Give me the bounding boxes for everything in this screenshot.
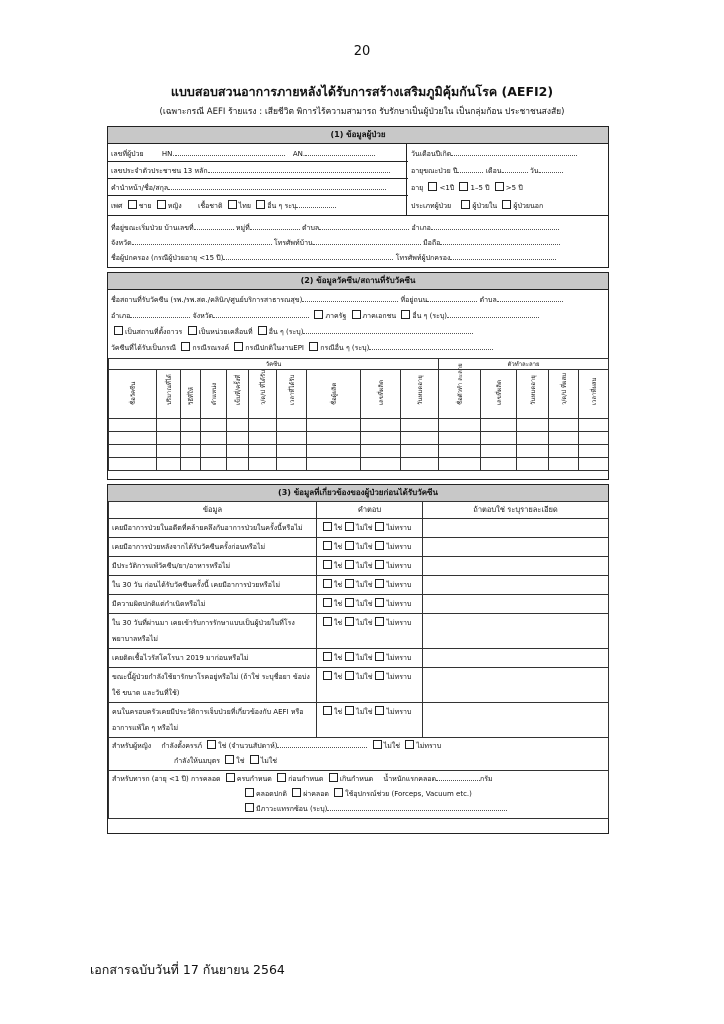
table-row bbox=[109, 595, 609, 614]
post-term-checkbox[interactable] bbox=[329, 773, 338, 782]
answer-label: ใช่ bbox=[334, 673, 343, 681]
col-header: เข็มที่/ครั้งที่ bbox=[227, 370, 249, 419]
col-header: วิธีที่ให้ bbox=[181, 370, 201, 419]
answer-label: ไม่ทราบ bbox=[386, 600, 412, 608]
answer-label: ใช่ bbox=[334, 581, 343, 589]
nationality-thai-checkbox[interactable] bbox=[228, 200, 237, 209]
campaign-label: กรณีรณรงค์ bbox=[192, 344, 229, 352]
age-under1-checkbox[interactable] bbox=[428, 182, 437, 191]
table-row bbox=[109, 519, 609, 538]
table-row bbox=[109, 703, 609, 738]
form-title: แบบสอบสวนอาการภายหลังได้รับการสร้างเสริมภูมิคุ้มกันโรค (AEFI2) bbox=[170, 84, 554, 99]
table-row[interactable] bbox=[109, 445, 609, 458]
yes-checkbox[interactable] bbox=[323, 706, 332, 715]
full-term-checkbox[interactable] bbox=[226, 773, 235, 782]
outpatient-checkbox[interactable] bbox=[502, 200, 511, 209]
other-case-checkbox[interactable] bbox=[309, 342, 318, 351]
section-2-heading: (2) ข้อมูลวัคซีน/สถานที่รับวัคซีน bbox=[108, 273, 608, 290]
other-site-field[interactable] bbox=[303, 326, 473, 334]
unknown-checkbox[interactable] bbox=[375, 522, 384, 531]
answer-label: ไม่ทราบ bbox=[386, 543, 412, 551]
nationality-other-checkbox[interactable] bbox=[256, 200, 265, 209]
yes-checkbox[interactable] bbox=[323, 652, 332, 661]
unknown-checkbox[interactable] bbox=[375, 560, 384, 569]
no-checkbox[interactable] bbox=[345, 522, 354, 531]
fixed-site-label: เป็นสถานที่ตั้งถาวร bbox=[125, 328, 183, 336]
other-sector-checkbox[interactable] bbox=[401, 310, 410, 319]
pregnant-yes-checkbox[interactable] bbox=[207, 740, 216, 749]
answer-label: ใช่ bbox=[334, 708, 343, 716]
unknown-checkbox[interactable] bbox=[375, 541, 384, 550]
breastfeeding-label: กำลังให้นมบุตร bbox=[174, 757, 221, 765]
age-years-field[interactable] bbox=[457, 165, 483, 173]
section-vaccine-info bbox=[107, 272, 609, 480]
gram-label: กรัม bbox=[480, 775, 493, 783]
age-opt-label: >5 ปี bbox=[505, 184, 523, 192]
sex-opt-label: ชาย bbox=[138, 202, 152, 210]
answer-label: ไม่ใช่ bbox=[356, 581, 373, 589]
sex-opt-label: หญิง bbox=[167, 202, 182, 210]
table-row bbox=[109, 576, 609, 595]
question: มีความผิดปกติแต่กำเนิดหรือไม่ bbox=[109, 595, 317, 614]
section-1-heading: (1) ข้อมูลผู้ป่วย bbox=[108, 127, 608, 144]
dob-field[interactable] bbox=[451, 148, 577, 156]
tambon-label: ตำบล bbox=[301, 224, 320, 232]
patient-id-label: เลขที่ผู้ป่วย bbox=[111, 150, 144, 158]
table-row[interactable] bbox=[109, 419, 609, 432]
answer-label: ไม่ใช่ bbox=[356, 562, 373, 570]
table-row bbox=[109, 557, 609, 576]
question: เคยติดเชื้อไวรัสโคโรนา 2019 มาก่อนหรือไม่ bbox=[109, 649, 317, 668]
assisted-delivery-checkbox[interactable] bbox=[334, 788, 343, 797]
no-label: ไม่ใช่ bbox=[260, 757, 278, 765]
nationality-opt-label: อื่น ๆ ระบุ bbox=[267, 202, 297, 210]
other-site-label: อื่น ๆ (ระบุ) bbox=[268, 328, 304, 336]
question: มีประวัติการแพ้วัคซีน/ยา/อาหารหรือไม่ bbox=[109, 557, 317, 576]
unknown-checkbox[interactable] bbox=[375, 579, 384, 588]
age-opt-label: 1–5 ปี bbox=[470, 184, 490, 192]
inpatient-checkbox[interactable] bbox=[461, 200, 470, 209]
other-case-label: กรณีอื่น ๆ (ระบุ) bbox=[320, 344, 370, 352]
other-sector-label: อื่น ๆ (ระบุ) bbox=[412, 312, 448, 320]
gov-label: ภาครัฐ bbox=[325, 312, 347, 320]
table-row bbox=[109, 649, 609, 668]
unknown-checkbox[interactable] bbox=[375, 671, 384, 680]
assisted-delivery-label: ใช้อุปกรณ์ช่วย (Forceps, Vacuum etc.) bbox=[345, 790, 472, 798]
tambon-field[interactable] bbox=[319, 222, 409, 230]
yes-checkbox[interactable] bbox=[323, 541, 332, 550]
answer-label: ไม่ทราบ bbox=[386, 581, 412, 589]
col-header: ว/ด/ป ที่ผสม bbox=[549, 370, 579, 419]
pregnant-label: กำลังตั้งครรภ์ bbox=[161, 742, 203, 750]
col-answer-header: คำตอบ bbox=[317, 502, 423, 519]
no-checkbox[interactable] bbox=[345, 579, 354, 588]
answer-label: ไม่ทราบ bbox=[386, 708, 412, 716]
province-label: จังหวัด bbox=[111, 239, 132, 247]
private-label: ภาคเอกชน bbox=[362, 312, 397, 320]
answer-label: ไม่ทราบ bbox=[386, 562, 412, 570]
nationality-label: เชื้อชาติ bbox=[197, 202, 223, 210]
other-sector-field[interactable] bbox=[447, 310, 539, 318]
answer-label: ใช่ bbox=[334, 524, 343, 532]
answer-label: ไม่ใช่ bbox=[356, 619, 373, 627]
no-label: ไม่ใช่ bbox=[383, 742, 401, 750]
birth-weight-field[interactable] bbox=[436, 773, 480, 781]
no-checkbox[interactable] bbox=[345, 706, 354, 715]
patient-type-label: ประเภทผู้ป่วย bbox=[411, 202, 452, 210]
place-address-field[interactable] bbox=[427, 294, 477, 302]
delivery-label: การคลอด bbox=[190, 775, 221, 783]
table-row[interactable] bbox=[109, 432, 609, 445]
age-1to5-checkbox[interactable] bbox=[459, 182, 468, 191]
age-at-illness-label: อายุขณะป่วย ปี bbox=[411, 167, 458, 175]
table-row bbox=[109, 668, 609, 703]
answer-label: ไม่ทราบ bbox=[386, 524, 412, 532]
guardian-phone-label: โทรศัพท์ผู้ปกครอง bbox=[395, 254, 451, 262]
birth-weight-label: น้ำหนักแรกคลอด bbox=[383, 775, 436, 783]
history-table bbox=[108, 501, 609, 819]
yes-checkbox[interactable] bbox=[323, 598, 332, 607]
sex-female-checkbox[interactable] bbox=[157, 200, 166, 209]
hn-field[interactable] bbox=[175, 148, 285, 156]
section-patient-info bbox=[107, 126, 609, 268]
female-row bbox=[109, 738, 609, 771]
answer-label: ใช่ bbox=[334, 562, 343, 570]
detail-field[interactable] bbox=[423, 649, 609, 668]
home-phone-label: โทรศัพท์บ้าน bbox=[273, 239, 313, 247]
col-info-header: ข้อมูล bbox=[109, 502, 317, 519]
question: ขณะนี้ผู้ป่วยกำลังใช้ยารักษาโรคอยู่หรือไม่ (ถ้าใช่ ระบุชื่อยา ข้อบ่งใช้ ขนาด และวันที่ใช้) bbox=[109, 668, 317, 703]
infant-label: สำหรับทารก (อายุ <1 ปี) bbox=[112, 775, 189, 783]
patient-type-opt-label: ผู้ป่วยใน bbox=[472, 202, 498, 210]
csection-checkbox[interactable] bbox=[292, 788, 301, 797]
private-checkbox[interactable] bbox=[352, 310, 361, 319]
no-checkbox[interactable] bbox=[345, 560, 354, 569]
vaccine-place-label: ชื่อสถานที่รับวัคซีน (รพ./รพ.สต./คลินิก/ศูนย์บริการสาธารณสุข) bbox=[111, 296, 303, 304]
answer-label: ไม่ใช่ bbox=[356, 673, 373, 681]
answer-label: ไม่ใช่ bbox=[356, 708, 373, 716]
vaccine-group-header: วัคซีน bbox=[109, 359, 439, 370]
an-field[interactable] bbox=[305, 148, 375, 156]
col-header: ชื่อตัวทำ ละลาย bbox=[439, 370, 481, 419]
pregnant-yes-label: ใช่ (จำนวนสัปดาห์) bbox=[218, 742, 278, 750]
answer-label: ไม่ใช่ bbox=[356, 600, 373, 608]
unknown-checkbox[interactable] bbox=[375, 617, 384, 626]
post-term-label: เกินกำหนด bbox=[339, 775, 374, 783]
answer-label: ไม่ทราบ bbox=[386, 673, 412, 681]
answer-label: ใช่ bbox=[334, 543, 343, 551]
csection-label: ผ่าคลอด bbox=[303, 790, 329, 798]
no-checkbox[interactable] bbox=[345, 598, 354, 607]
detail-field[interactable] bbox=[423, 519, 609, 538]
hn-label: HN. bbox=[161, 150, 175, 158]
unknown-checkbox[interactable] bbox=[375, 598, 384, 607]
breastfeeding-no-checkbox[interactable] bbox=[250, 755, 259, 764]
detail-field[interactable] bbox=[423, 614, 609, 649]
vaccine-table bbox=[108, 358, 609, 471]
yes-checkbox[interactable] bbox=[323, 671, 332, 680]
detail-field[interactable] bbox=[423, 576, 609, 595]
question: เคยมีอาการป่วยหลังจากได้รับวัคซีนครั้งก่อนหรือไม่ bbox=[109, 538, 317, 557]
month-label: เดือน bbox=[485, 167, 502, 175]
dob-label: วันเดือนปีเกิด bbox=[411, 150, 452, 158]
name-field[interactable] bbox=[168, 182, 386, 190]
no-checkbox[interactable] bbox=[345, 617, 354, 626]
national-id-label: เลขประจำตัวประชาชน 13 หลัก bbox=[111, 167, 208, 175]
answer-label: ไม่ใช่ bbox=[356, 524, 373, 532]
complication-checkbox[interactable] bbox=[245, 803, 254, 812]
mobile-label: มือถือ bbox=[423, 239, 441, 247]
document-date-footer: เอกสารฉบับวันที่ 17 กันยายน 2564 bbox=[90, 962, 285, 977]
complication-field[interactable] bbox=[327, 803, 507, 811]
guardian-field[interactable] bbox=[223, 252, 393, 260]
answer-label: ใช่ bbox=[334, 654, 343, 662]
place-tambon-label: ตำบล bbox=[479, 296, 497, 304]
place-amphoe-label: อำเภอ bbox=[111, 312, 131, 320]
fixed-site-checkbox[interactable] bbox=[114, 326, 123, 335]
address-label: ที่อยู่ขณะเริ่มป่วย บ้านเลขที่ bbox=[111, 224, 194, 232]
no-checkbox[interactable] bbox=[345, 652, 354, 661]
col-header: ชื่อผู้ผลิต bbox=[307, 370, 361, 419]
place-province-label: จังหวัด bbox=[192, 312, 214, 320]
unknown-checkbox[interactable] bbox=[375, 652, 384, 661]
col-detail-header: ถ้าตอบใช่ ระบุรายละเอียด bbox=[423, 502, 609, 519]
place-address-label: ที่อยู่ถนน bbox=[400, 296, 428, 304]
diluent-group-header: ตัวทำละลาย bbox=[439, 359, 609, 370]
pregnant-no-checkbox[interactable] bbox=[373, 740, 382, 749]
gov-checkbox[interactable] bbox=[314, 310, 323, 319]
yes-checkbox[interactable] bbox=[323, 579, 332, 588]
moo-field[interactable] bbox=[250, 222, 300, 230]
col-header: เวลาที่ได้รับ bbox=[277, 370, 307, 419]
detail-field[interactable] bbox=[423, 668, 609, 703]
page-number: 20 bbox=[353, 44, 371, 59]
name-label: คำนำหน้า/ชื่อ/สกุล bbox=[111, 184, 169, 192]
no-checkbox[interactable] bbox=[345, 671, 354, 680]
mobile-unit-checkbox[interactable] bbox=[188, 326, 197, 335]
an-label: AN. bbox=[292, 150, 306, 158]
weeks-field[interactable] bbox=[277, 740, 367, 748]
place-amphoe-field[interactable] bbox=[130, 310, 190, 318]
pregnant-unknown-checkbox[interactable] bbox=[405, 740, 414, 749]
col-header: ตำแหน่ง bbox=[201, 370, 227, 419]
mobile-unit-label: เป็นหน่วยเคลื่อนที่ bbox=[198, 328, 253, 336]
col-header: เลขที่ผลิต bbox=[481, 370, 517, 419]
col-header: วันหมดอายุ bbox=[517, 370, 549, 419]
campaign-checkbox[interactable] bbox=[181, 342, 190, 351]
sex-label: เพศ bbox=[111, 202, 123, 210]
detail-field[interactable] bbox=[423, 538, 609, 557]
answer-label: ใช่ bbox=[334, 619, 343, 627]
infant-row bbox=[109, 771, 609, 819]
nationality-opt-label: ไทย bbox=[238, 202, 252, 210]
yes-checkbox[interactable] bbox=[323, 617, 332, 626]
preterm-checkbox[interactable] bbox=[277, 773, 286, 782]
detail-field[interactable] bbox=[423, 703, 609, 738]
guardian-phone-field[interactable] bbox=[450, 252, 556, 260]
question: เคยมีอาการป่วยในอดีตที่คล้ายคลึงกับอาการป่วยในครั้งนี้หรือไม่ bbox=[109, 519, 317, 538]
yes-checkbox[interactable] bbox=[323, 560, 332, 569]
amphoe-label: อำเภอ bbox=[411, 224, 431, 232]
age-days-field[interactable] bbox=[539, 165, 563, 173]
answer-label: ไม่ทราบ bbox=[386, 654, 412, 662]
amphoe-field[interactable] bbox=[431, 222, 559, 230]
table-row[interactable] bbox=[109, 458, 609, 471]
female-label: สำหรับผู้หญิง bbox=[112, 742, 152, 750]
col-header: เลขที่ผลิต bbox=[361, 370, 401, 419]
normal-delivery-label: คลอดปกติ bbox=[256, 790, 287, 798]
epi-checkbox[interactable] bbox=[234, 342, 243, 351]
table-row bbox=[109, 538, 609, 557]
age-over5-checkbox[interactable] bbox=[495, 182, 504, 191]
day-label: วัน bbox=[529, 167, 539, 175]
normal-delivery-checkbox[interactable] bbox=[245, 788, 254, 797]
full-term-label: ครบกำหนด bbox=[236, 775, 272, 783]
other-site-checkbox[interactable] bbox=[258, 326, 267, 335]
col-header: วันหมดอายุ bbox=[401, 370, 439, 419]
mobile-field[interactable] bbox=[440, 237, 560, 245]
given-as-label: วัคซีนที่ได้รับเป็นกรณี bbox=[111, 344, 177, 352]
sex-male-checkbox[interactable] bbox=[128, 200, 137, 209]
no-checkbox[interactable] bbox=[345, 541, 354, 550]
answer-label: ไม่ใช่ bbox=[356, 543, 373, 551]
section-pre-vaccine-history bbox=[107, 484, 609, 834]
form-subtitle: (เฉพาะกรณี AEFI ร้ายแรง : เสียชีวิต พิการไร้ความสามารถ รับรักษาเป็นผู้ป่วยใน เป็นกลุ่มก้อน ประชาชนสงสัย) bbox=[159, 107, 565, 117]
col-header: เวลาที่ผสม bbox=[579, 370, 609, 419]
yes-label: ใช่ bbox=[236, 757, 245, 765]
national-id-field[interactable] bbox=[208, 165, 390, 173]
house-no-field[interactable] bbox=[194, 222, 234, 230]
answer-label: ไม่ทราบ bbox=[386, 619, 412, 627]
detail-field[interactable] bbox=[423, 595, 609, 614]
breastfeeding-yes-checkbox[interactable] bbox=[225, 755, 234, 764]
yes-checkbox[interactable] bbox=[323, 522, 332, 531]
moo-label: หมู่ที่ bbox=[235, 224, 250, 232]
detail-field[interactable] bbox=[423, 557, 609, 576]
answer-label: ใช่ bbox=[334, 600, 343, 608]
age-opt-label: <1ปี bbox=[439, 184, 455, 192]
complication-label: มีภาวะแทรกซ้อน (ระบุ) bbox=[256, 805, 328, 813]
nationality-other-field[interactable] bbox=[296, 200, 336, 208]
vaccine-place-field[interactable] bbox=[302, 294, 398, 302]
table-row bbox=[109, 614, 609, 649]
other-case-field[interactable] bbox=[369, 342, 493, 350]
question: ใน 30 วัน ก่อนได้รับวัคซีนครั้งนี้ เคยมีอาการป่วยหรือไม่ bbox=[109, 576, 317, 595]
question: คนในครอบครัวเคยมีประวัติการเจ็บป่วยที่เกี่ยวข้องกับ AEFI หรืออาการแพ้ใด ๆ หรือไม่ bbox=[109, 703, 317, 738]
guardian-label: ชื่อผู้ปกครอง (กรณีผู้ป่วยอายุ <15 ปี) bbox=[111, 254, 224, 262]
unknown-checkbox[interactable] bbox=[375, 706, 384, 715]
province-field[interactable] bbox=[132, 237, 272, 245]
age-label: อายุ bbox=[411, 184, 424, 192]
place-province-field[interactable] bbox=[213, 310, 309, 318]
answer-label: ไม่ใช่ bbox=[356, 654, 373, 662]
home-phone-field[interactable] bbox=[313, 237, 421, 245]
col-header: ว/ด/ป ที่ได้รับ bbox=[249, 370, 277, 419]
place-tambon-field[interactable] bbox=[497, 294, 563, 302]
epi-label: กรณีปกติในงานEPI bbox=[245, 344, 304, 352]
patient-type-opt-label: ผู้ป่วยนอก bbox=[513, 202, 544, 210]
question: ใน 30 วันที่ผ่านมา เคยเข้ารับการรักษาแบบเป็นผู้ป่วยในที่โรงพยาบาลหรือไม่ bbox=[109, 614, 317, 649]
section-3-heading: (3) ข้อมูลที่เกี่ยวข้องของผู้ป่วยก่อนได้รับวัคซีน bbox=[108, 485, 608, 502]
col-header: ชื่อวัคซีน bbox=[109, 370, 157, 419]
age-months-field[interactable] bbox=[502, 165, 528, 173]
unknown-label: ไม่ทราบ bbox=[416, 742, 442, 750]
preterm-label: ก่อนกำหนด bbox=[288, 775, 324, 783]
col-header: ปริมาณที่ได้ bbox=[157, 370, 181, 419]
